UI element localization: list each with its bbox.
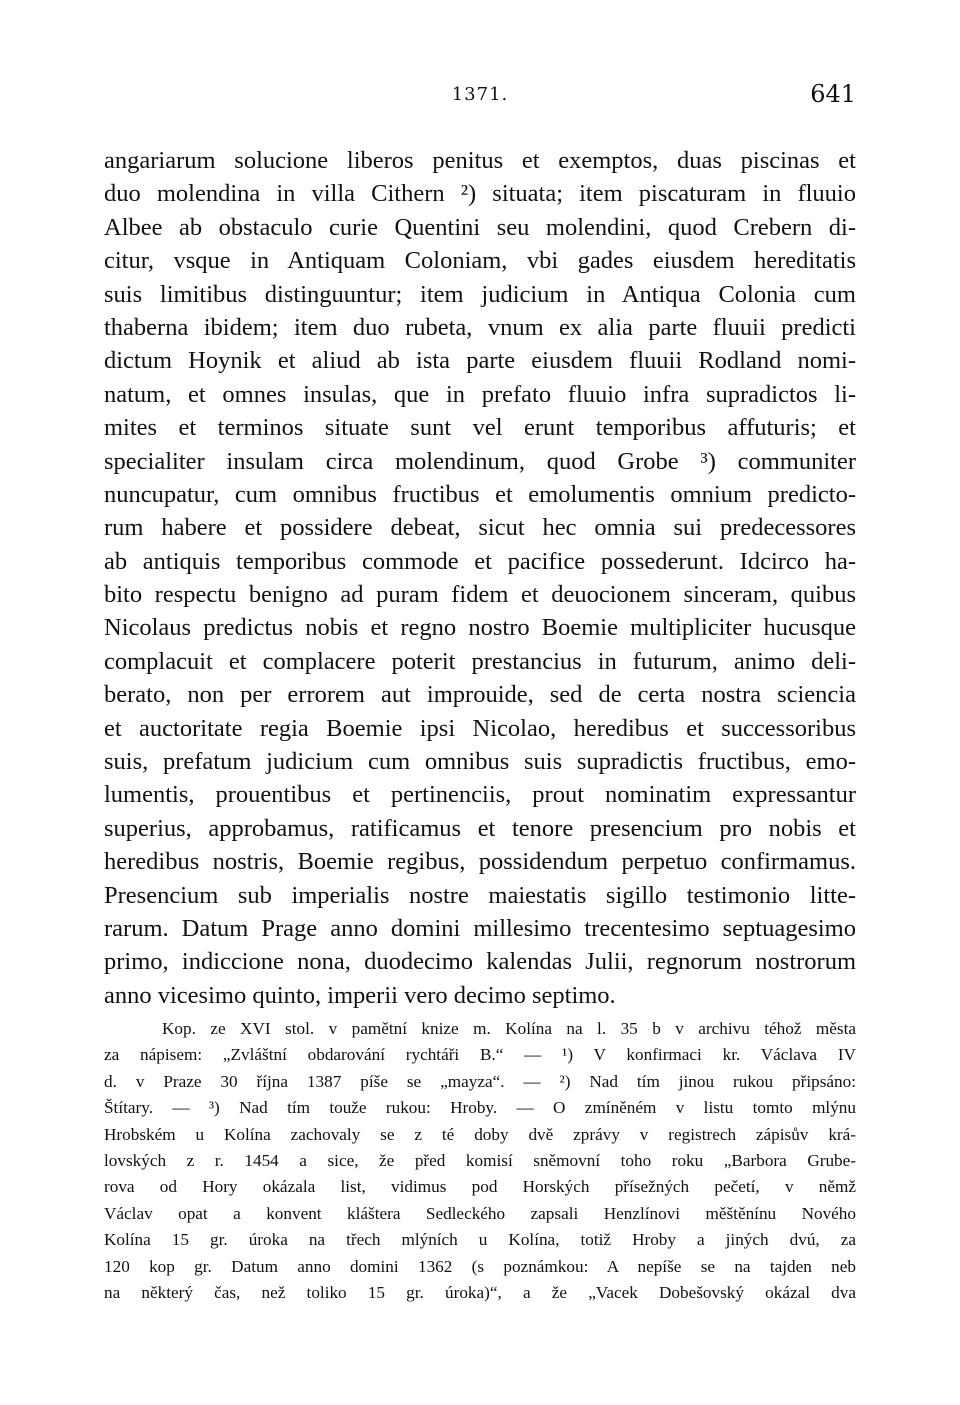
footnote-line: Kolína 15 gr. úroka na třech mlýních u Kolína, totiž Hroby a jiných dvú, za [104,1230,856,1250]
text-line: rum habere et possidere debeat, sicut hec omnia sui predecessores [104,514,856,542]
footnotes [104,1016,856,1306]
footnote-line: Václav opat a konvent kláštera Sedleckého zapsali Henzlínovi měštěnínu Nového [104,1203,856,1223]
footnote-line: Štítary. — ³) Nad tím touže rukou: Hroby. — O zmíněném v listu tomto mlýnu [104,1098,856,1118]
footnote-line: rova od Hory okázala list, vidimus pod Horských přísežných pečetí, v němž [104,1177,856,1197]
footnote-line: za nápisem: „Zvláštní obdarování rychtáři B.“ — ¹) V konfirmaci kr. Václava IV [104,1045,856,1065]
text-line: primo, indiccione nona, duodecimo kalendas Julii, regnorum nostrorum [104,948,856,976]
text-line: mites et terminos situate sunt vel erunt temporibus affuturis; et [104,414,856,442]
text-line: bito respectu benigno ad puram fidem et deuocionem sinceram, quibus [104,581,856,609]
text-line: complacuit et complacere poterit prestancius in futurum, animo deli- [104,647,856,675]
text-line: anno vicesimo quinto, imperii vero decimo septimo. [104,981,616,1009]
footnote-line: d. v Praze 30 října 1387 píše se „mayza“. — ²) Nad tím jinou rukou připsáno: [104,1071,856,1091]
page-header [104,80,856,110]
footnote-line: 120 kop gr. Datum anno domini 1362 (s poznámkou: A nepíše se na tajden neb [104,1256,856,1276]
text-line: Albee ab obstaculo curie Quentini seu molendini, quod Crebern di- [104,213,856,241]
text-line: specialiter insulam circa molendinum, quod Grobe ³) communiter [104,447,856,475]
page-number: 641 [810,80,856,108]
text-line: heredibus nostris, Boemie regibus, possidendum perpetuo confirmamus. [104,848,856,876]
text-line: dictum Hoynik et aliud ab ista parte eiusdem fluuii Rodland nomi- [104,347,856,375]
text-line: superius, approbamus, ratificamus et tenore presencium pro nobis et [104,814,856,842]
text-line: angariarum solucione liberos penitus et exemptos, duas piscinas et [104,147,856,174]
footnote-line: Kop. ze XVI stol. v pamětní knize m. Kolína na l. 35 b v archivu téhož města [162,1019,856,1038]
text-line: citur, vsque in Antiquam Coloniam, vbi gades eiusdem hereditatis [104,247,856,275]
text-line: suis limitibus distinguuntur; item judicium in Antiqua Colonia cum [104,280,856,308]
text-line: thaberna ibidem; item duo rubeta, vnum ex alia parte fluuii predicti [104,313,856,341]
text-line: rarum. Datum Prage anno domini millesimo trecentesimo septuagesimo [104,914,856,942]
text-line: suis, prefatum judicium cum omnibus suis supradictis fructibus, emo- [104,748,856,776]
text-line: nuncupatur, cum omnibus fructibus et emolumentis omnium predicto- [104,480,856,508]
main-text [104,144,856,1012]
text-line: duo molendina in villa Cithern ²) situata; item piscaturam in fluuio [104,180,856,208]
text-line: berato, non per errorem aut improuide, sed de certa nostra sciencia [104,681,856,709]
footnote-line: Hrobském u Kolína zachovaly se z té doby dvě zprávy v registrech zápisův krá- [104,1124,856,1144]
text-line: et auctoritate regia Boemie ipsi Nicolao, heredibus et successoribus [104,714,856,742]
text-line: Presencium sub imperialis nostre maiestatis sigillo testimonio litte- [104,881,856,909]
text-line: lumentis, prouentibus et pertinenciis, prout nominatim expressantur [104,781,856,809]
footnote-line: na některý čas, než toliko 15 gr. úroka)“, a že „Vacek Dobešovský okázal dva [104,1282,856,1302]
text-line: ab antiquis temporibus commode et pacifice possederunt. Idcirco ha- [104,547,856,575]
footnote-line: lovských z r. 1454 a sice, že před komisí sněmovní toho roku „Barbora Grube- [104,1150,856,1170]
text-line: Nicolaus predictus nobis et regno nostro Boemie multipliciter hucusque [104,614,856,642]
text-line: natum, et omnes insulas, que in prefato fluuio infra supradictos li- [104,380,856,408]
running-head-year: 1371. [451,84,509,105]
